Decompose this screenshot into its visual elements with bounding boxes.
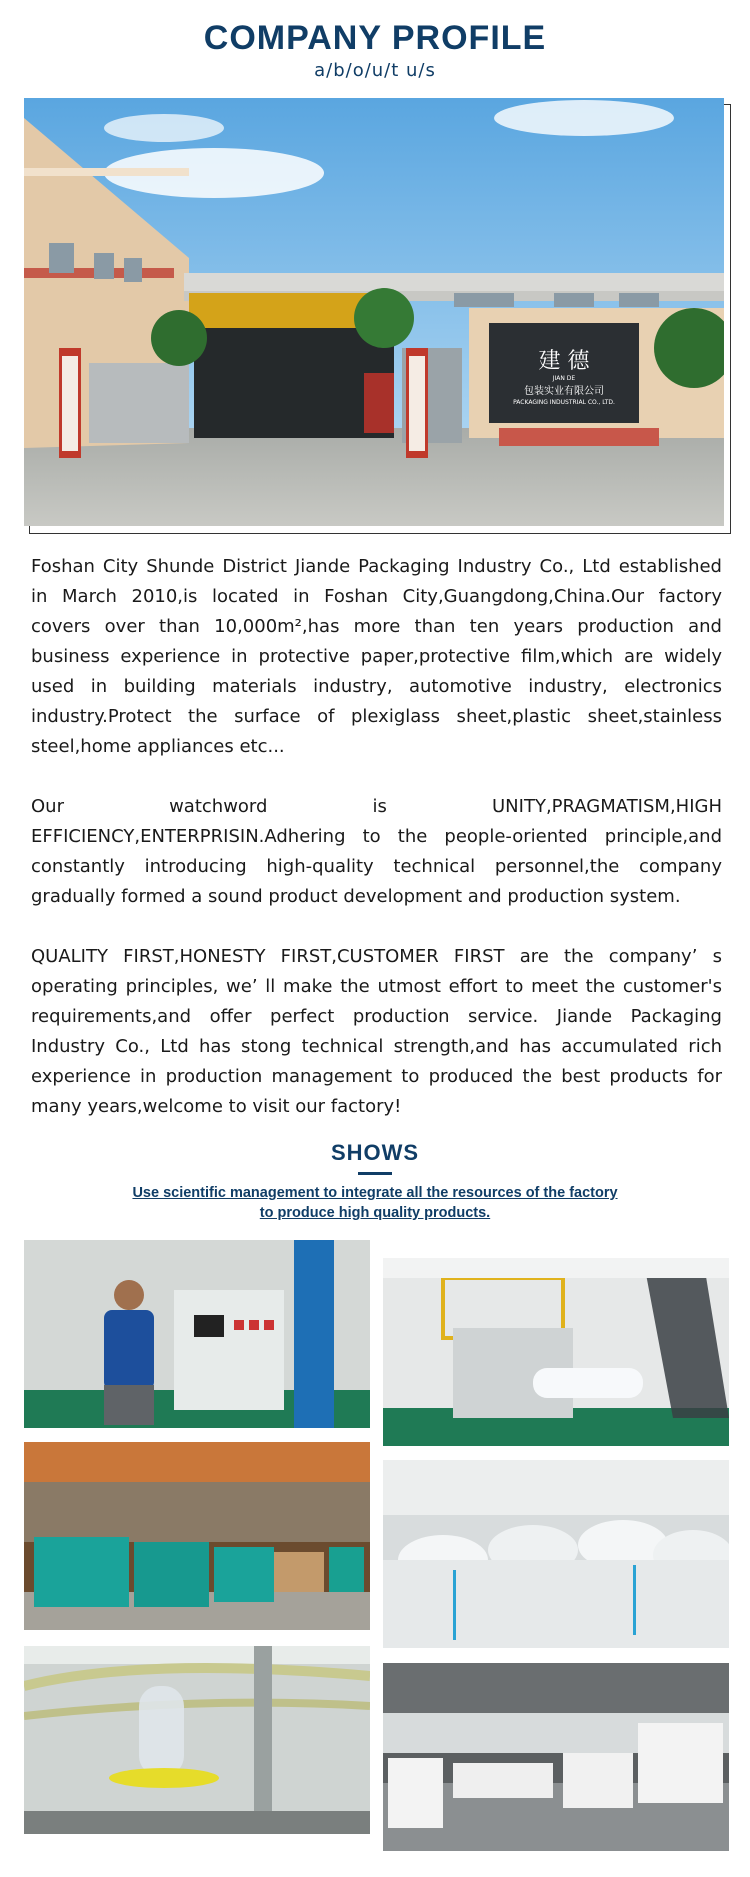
photo-blown-film-extruder (24, 1646, 370, 1834)
factory-gate-photo (24, 98, 724, 526)
sign-chinese: 建 德 (538, 349, 590, 374)
intro-paragraph-2: Our watchword is UNITY,PRAGMATISM,HIGH EFFICIENCY,ENTERPRISIN.Adhering to the people-oriented principle,and constantly introducing high-quality technical personnel,the company gradually formed a sound product development and production system. (31, 796, 722, 907)
shows-caption-line-2: to produce high quality products. (259, 1205, 491, 1221)
intro-paragraph-1: Foshan City Shunde District Jiande Packaging Industry Co., Ltd established in March 2010,is located in Foshan City,Guangdong,China.Our factory covers over than 10,000m²,has more than ten years production and business experience in protective paper,protective film,which are widely used in building materials industry, automotive industry, electronics industry.Protect the surface of plexiglass sheet,plastic sheet,stainless steel,home appliances etc... (31, 556, 722, 757)
page-title: COMPANY PROFILE (203, 19, 547, 57)
intro-text (31, 552, 722, 1152)
intro-paragraph-3: QUALITY FIRST,HONESTY FIRST,CUSTOMER FIRST are the company’ s operating principles, we’ ll make the utmost effort to meet the customer's requirements,and offer perfect production service. Jiande Packaging Industry Co., Ltd has stong technical strength,and has accumulated rich experience in production management to produced the best products for many years,welcome to visit our factory! (31, 946, 722, 1117)
sign-company-en: PACKAGING INDUSTRIAL CO., LTD. (513, 399, 615, 406)
shows-divider (358, 1172, 392, 1175)
page-subtitle: a/b/o/u/t u/s (314, 60, 436, 81)
photo-bagged-material-warehouse (383, 1663, 729, 1851)
shows-caption-line-1: Use scientific management to integrate all the resources of the factory (132, 1185, 618, 1201)
photo-operator-control-panel (24, 1240, 370, 1428)
photo-film-rolls-stock (383, 1460, 729, 1648)
sign-company-cn: 包装实业有限公司 (524, 386, 604, 397)
sign-pinyin: JIAN DE (552, 375, 576, 382)
shows-section-header (0, 1140, 750, 1223)
photo-warehouse-pallets (24, 1442, 370, 1630)
shows-title: SHOWS (330, 1140, 420, 1165)
page-header (0, 18, 750, 81)
photo-film-winding-machine (383, 1258, 729, 1446)
